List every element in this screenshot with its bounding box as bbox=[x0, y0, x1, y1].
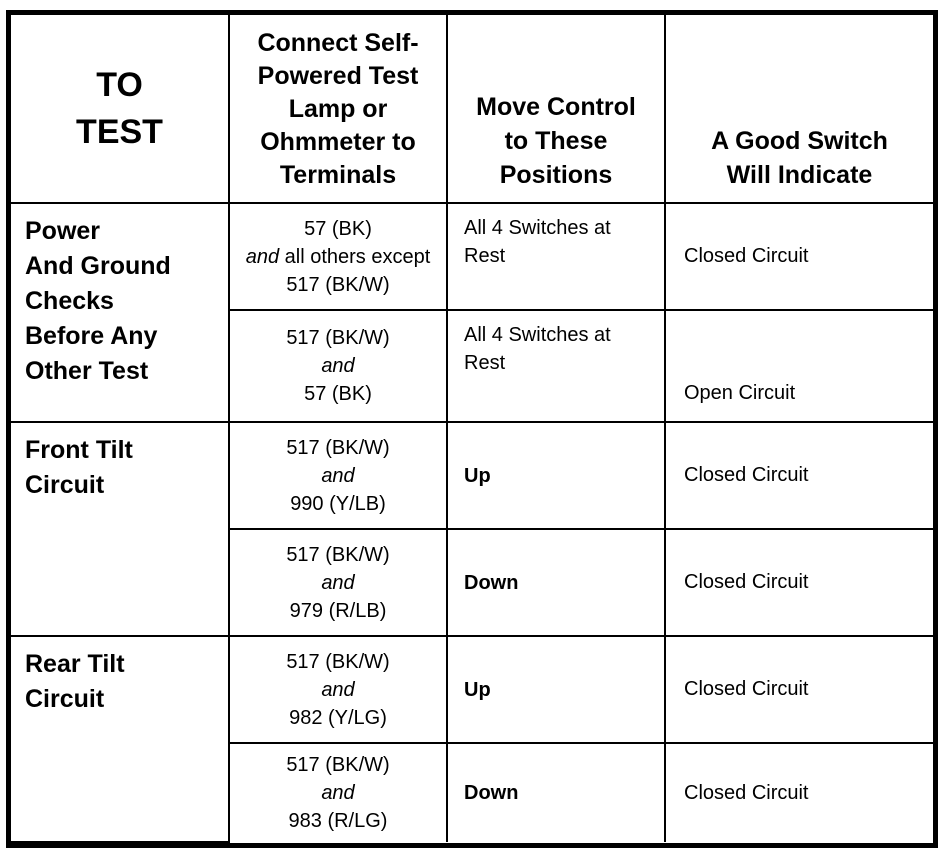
header-connect-line: Ohmmeter to bbox=[260, 128, 416, 156]
header-connect-line: Connect Self- bbox=[257, 29, 419, 57]
header-connect bbox=[229, 15, 447, 203]
switch-test-table bbox=[11, 15, 933, 843]
header-connect-line: Powered Test bbox=[257, 62, 419, 90]
header-move-line: to These bbox=[504, 127, 608, 155]
group-name-line: Front Tilt bbox=[25, 436, 133, 464]
move-line: Up bbox=[464, 678, 491, 701]
terminal-top: 517 (BK/W) bbox=[286, 436, 390, 459]
terminals-cell bbox=[229, 743, 447, 842]
terminal-and: and bbox=[321, 782, 355, 804]
terminal-top: 517 (BK/W) bbox=[286, 650, 390, 673]
terminal-bottom: 990 (Y/LB) bbox=[290, 492, 386, 515]
group-name-line: Checks bbox=[25, 287, 114, 315]
terminal-top: 517 (BK/W) bbox=[286, 754, 390, 776]
group-name-line: Rear Tilt bbox=[25, 650, 125, 678]
move-cell bbox=[447, 422, 665, 529]
move-cell bbox=[447, 743, 665, 842]
group-name-line: Power bbox=[25, 217, 101, 245]
header-connect-line: Terminals bbox=[279, 161, 397, 189]
group-name-line: Circuit bbox=[25, 685, 105, 713]
group-power-ground bbox=[11, 203, 229, 422]
group-name-line: Circuit bbox=[25, 471, 105, 499]
table-row bbox=[11, 203, 933, 310]
switch-test-table-frame bbox=[6, 10, 938, 848]
terminal-except: all others except bbox=[279, 245, 431, 268]
terminal-and: and bbox=[321, 464, 355, 487]
table-row bbox=[11, 636, 933, 743]
terminal-top: 57 (BK) bbox=[304, 217, 372, 240]
group-front-tilt bbox=[11, 422, 229, 636]
move-line: Rest bbox=[464, 245, 506, 267]
terminal-and: and bbox=[245, 245, 280, 268]
group-name-line: And Ground bbox=[25, 252, 171, 280]
terminal-top: 517 (BK/W) bbox=[286, 327, 390, 349]
terminals-cell bbox=[229, 529, 447, 636]
terminal-top: 517 (BK/W) bbox=[286, 543, 390, 566]
header-good-line: Will Indicate bbox=[726, 161, 873, 189]
indicate-cell: Closed Circuit bbox=[665, 529, 933, 636]
header-move-line: Positions bbox=[499, 161, 613, 189]
header-move-line: Move Control bbox=[476, 93, 636, 121]
header-to-test-line: TEST bbox=[76, 112, 163, 151]
header-good-line: A Good Switch bbox=[711, 127, 888, 155]
indicate-cell: Closed Circuit bbox=[665, 743, 933, 842]
terminal-bottom: 983 (R/LG) bbox=[288, 810, 388, 832]
indicate-cell: Open Circuit bbox=[665, 310, 933, 422]
table-row bbox=[11, 422, 933, 529]
terminal-and: and bbox=[321, 571, 355, 594]
terminal-bottom: 57 (BK) bbox=[304, 383, 372, 405]
terminal-bottom: 517 (BK/W) bbox=[286, 273, 390, 296]
move-line: Down bbox=[464, 571, 519, 594]
header-row bbox=[11, 15, 933, 203]
terminal-and: and bbox=[321, 678, 355, 701]
terminals-cell bbox=[229, 422, 447, 529]
move-line: All 4 Switches at bbox=[464, 324, 611, 346]
indicate-cell: Closed Circuit bbox=[665, 203, 933, 310]
move-line: Rest bbox=[464, 352, 506, 374]
group-name-line: Before Any bbox=[25, 322, 158, 350]
move-cell bbox=[447, 636, 665, 743]
move-cell bbox=[447, 203, 665, 310]
terminal-mid bbox=[230, 243, 446, 271]
indicate-cell: Closed Circuit bbox=[665, 636, 933, 743]
move-cell bbox=[447, 310, 665, 422]
terminal-and: and bbox=[321, 355, 355, 377]
header-to-test bbox=[11, 15, 229, 203]
header-good-switch bbox=[665, 15, 933, 203]
terminals-cell bbox=[229, 203, 447, 310]
move-line: Up bbox=[464, 464, 491, 487]
move-line: All 4 Switches at bbox=[464, 217, 611, 239]
header-connect-line: Lamp or bbox=[288, 95, 388, 123]
group-name-line: Other Test bbox=[25, 357, 149, 385]
move-line: Down bbox=[464, 782, 519, 804]
group-rear-tilt bbox=[11, 636, 229, 842]
indicate-cell: Closed Circuit bbox=[665, 422, 933, 529]
move-cell bbox=[447, 529, 665, 636]
terminals-cell bbox=[229, 636, 447, 743]
header-move-control bbox=[447, 15, 665, 203]
terminal-bottom: 982 (Y/LG) bbox=[289, 706, 387, 729]
terminal-bottom: 979 (R/LB) bbox=[289, 599, 387, 622]
header-to-test-line: TO bbox=[96, 65, 143, 104]
terminals-cell bbox=[229, 310, 447, 422]
